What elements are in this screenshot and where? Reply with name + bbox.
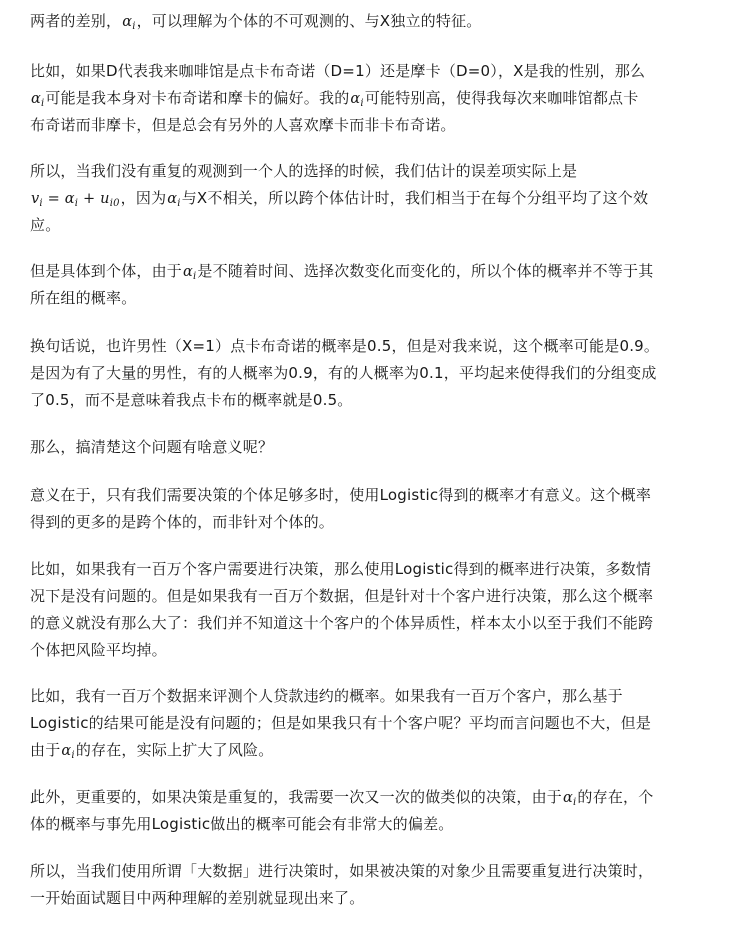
line: 此外，更重要的，如果决策是重复的，我需要一次又一次的做类似的决策，由于$\alpha_i$的存在，个 (30, 788, 654, 808)
line: 的意义就没有那么大了：我们并不知道这十个客户的个体异质性，样本太小以至于我们不能跨 (30, 614, 654, 632)
math-alpha-i: $\alpha_i$ (61, 743, 75, 761)
line: 得到的更多的是跨个体的，而非针对个体的。 (30, 513, 335, 531)
line: 是因为有了大量的男性，有的人概率为0.9，有的人概率为0.1，平均起来使得我们的分组变成 (30, 364, 657, 382)
math-alpha-i: $\alpha_i$ (167, 191, 181, 209)
line: 了0.5，而不是意味着我点卡布的概率就是0.5。 (30, 391, 353, 409)
paragraph-10 (30, 784, 720, 838)
line: 比如，如果D代表我来咖啡馆是点卡布奇诺（D=1）还是摩卡（D=0），X是我的性别，那么 (30, 62, 646, 80)
line: 况下是没有问题的。但是如果我有一百万个数据，但是针对十个客户进行决策，那么这个概率 (30, 587, 654, 605)
paragraph-4 (30, 258, 720, 312)
line: 个体把风险平均掉。 (30, 641, 167, 659)
line: 所以，当我们使用所谓「大数据」进行决策时，如果被决策的对象少且需要重复进行决策时， (30, 862, 654, 880)
paragraph-8 (30, 556, 720, 664)
paragraph-6 (30, 434, 720, 461)
line: 两者的差别，$\alpha_i$，可以理解为个体的不可观测的、与X独立的特征。 (30, 12, 482, 32)
line: 一开始面试题目中两种理解的差别就显现出来了。 (30, 889, 365, 907)
line: 但是具体到个体，由于$\alpha_i$是不随着时间、选择次数变化而变化的，所以个体的概率并不等于其 (30, 262, 654, 282)
paragraph-5 (30, 333, 720, 414)
line: 由于$\alpha_i$的存在，实际上扩大了风险。 (30, 741, 274, 761)
line: 换句话说，也许男性（X=1）点卡布奇诺的概率是0.5，但是对我来说，这个概率可能是0.9。 (30, 337, 660, 355)
line: $v_i = \alpha_i + u_{i0}$，因为$\alpha_i$与X不相关，所以跨个体估计时，我们相当于在每个分组平均了这个效 (31, 189, 649, 209)
line: 所以，当我们没有重复的观测到一个人的选择的时候，我们估计的误差项实际上是 (30, 162, 578, 180)
paragraph-9 (30, 683, 720, 764)
paragraph-7 (30, 482, 720, 536)
paragraph-2 (30, 58, 720, 139)
paragraph-11 (30, 858, 720, 912)
line: 布奇诺而非摩卡，但是总会有另外的人喜欢摩卡而非卡布奇诺。 (30, 116, 456, 134)
line: 那么，搞清楚这个问题有啥意义呢？ (30, 438, 274, 456)
paragraph-1 (30, 8, 720, 35)
math-alpha-i: $\alpha_i$ (563, 790, 577, 808)
line: 所在组的概率。 (30, 289, 137, 307)
line: 应。 (30, 216, 61, 234)
math-alpha-i: $\alpha_i$ (122, 14, 136, 32)
line: 比如，如果我有一百万个客户需要进行决策，那么使用Logistic得到的概率进行决策，多数情 (30, 560, 652, 578)
line: 比如，我有一百万个数据来评测个人贷款违约的概率。如果我有一百万个客户，那么基于 (30, 687, 623, 705)
math-alpha-i: $\alpha_i$ (350, 91, 364, 109)
math-equation: $v_i = \alpha_i + u_{i0}$ (31, 191, 120, 209)
math-alpha-i: $\alpha_i$ (31, 91, 45, 109)
paragraph-3 (30, 158, 720, 239)
line: 体的概率与事先用Logistic做出的概率可能会有非常大的偏差。 (30, 815, 454, 833)
math-alpha-i: $\alpha_i$ (183, 264, 197, 282)
line: Logistic的结果可能是没有问题的；但是如果我只有十个客户呢？平均而言问题也不大，但是 (30, 714, 652, 732)
line: 意义在于，只有我们需要决策的个体足够多时，使用Logistic得到的概率才有意义。这个概率 (30, 486, 652, 504)
line: $\alpha_i$可能是我本身对卡布奇诺和摩卡的偏好。我的$\alpha_i$可能特别高，使得我每次来咖啡馆都点卡 (31, 89, 639, 109)
